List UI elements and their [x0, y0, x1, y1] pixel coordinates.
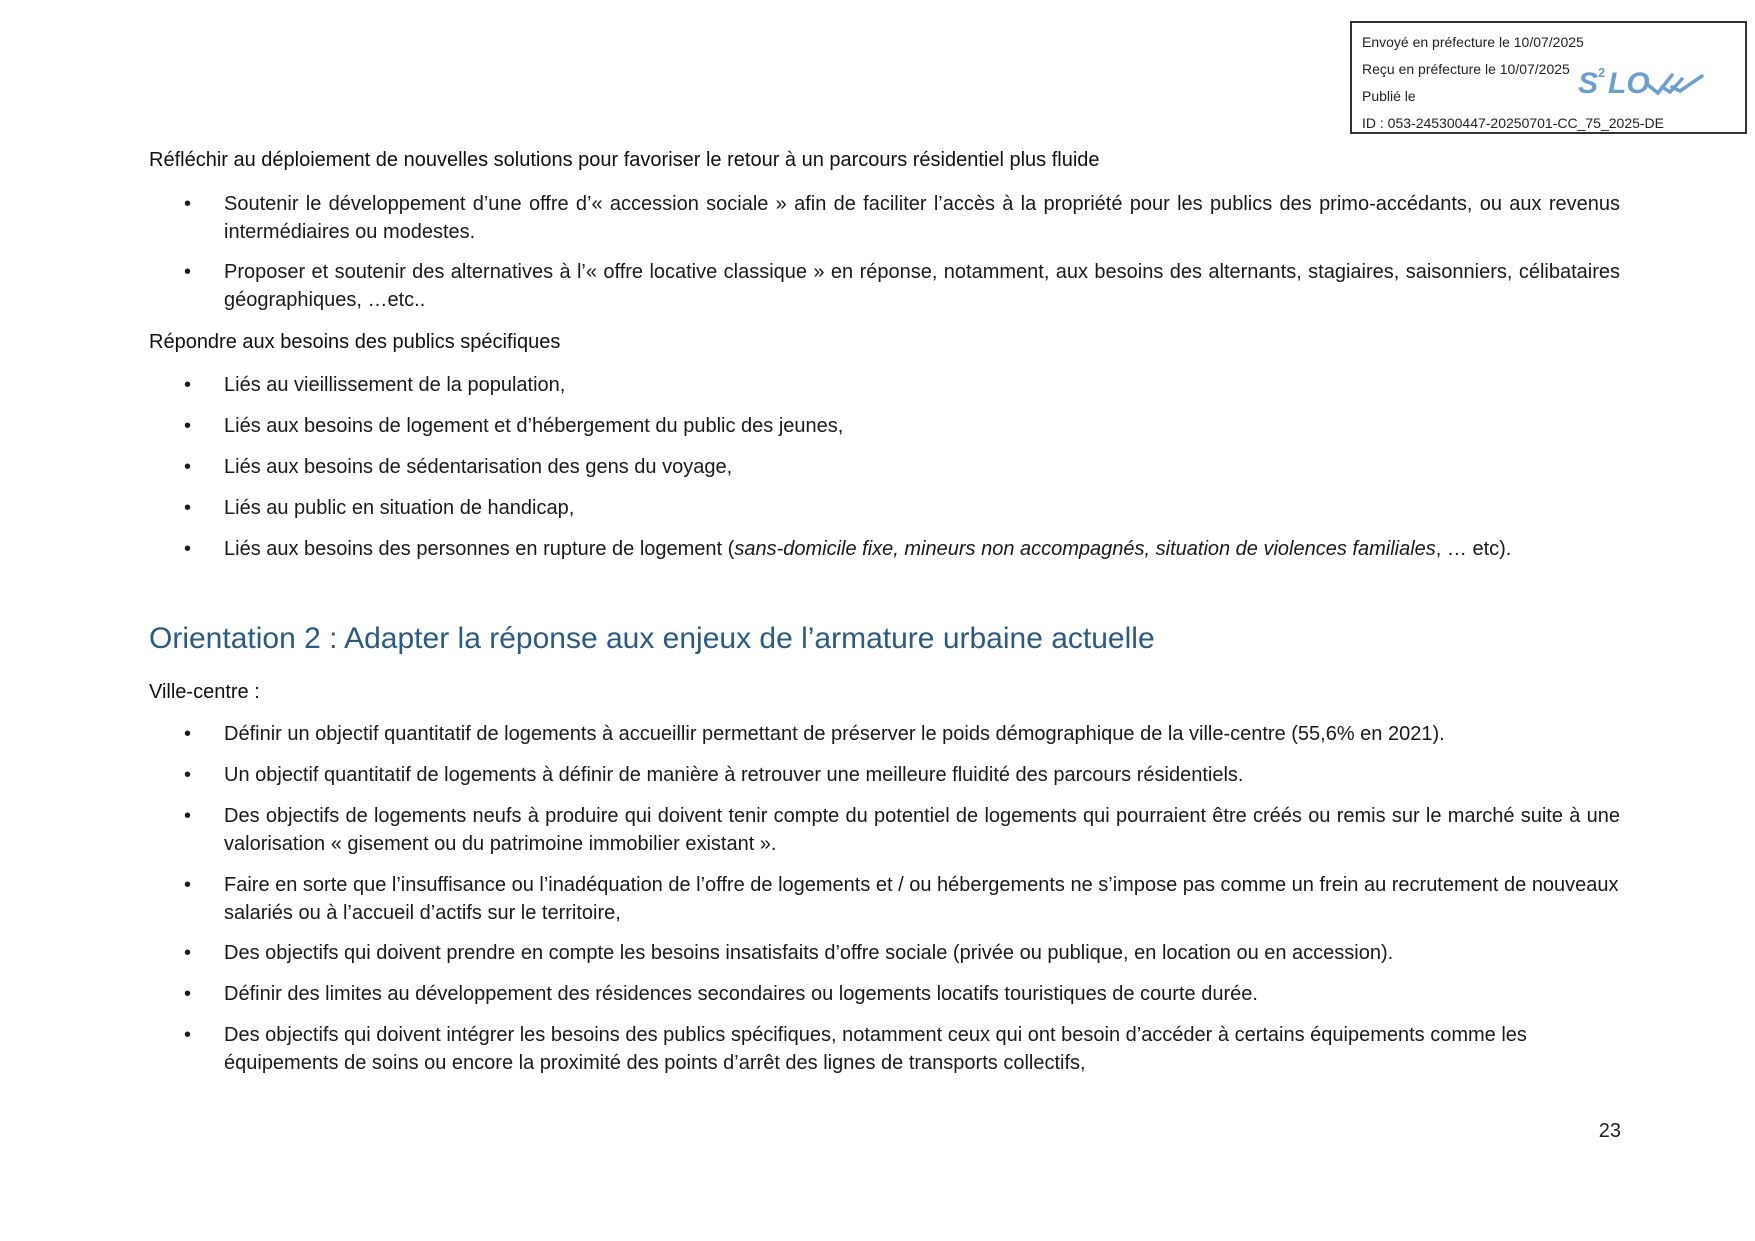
bullet-icon: • [184, 874, 192, 896]
prefecture-stamp [1350, 21, 1747, 134]
list-item: • Liés aux besoins de sédentarisation des gens du voyage, [149, 453, 1620, 481]
list-item: • Des objectifs de logements neufs à produire qui doivent tenir compte du potentiel de logements qui pourraient être créés ou remis sur le marché suite à une valorisation « gisement ou du patrimoine immobilier existant ». [149, 802, 1620, 858]
bullet-icon: • [184, 983, 192, 1005]
list-item: • Liés au vieillissement de la population, [149, 371, 1620, 399]
list-item: • Des objectifs qui doivent intégrer les besoins des publics spécifiques, notamment ceux qui ont besoin d’accéder à certains équipements comme les équipements de soins ou encore la proximité des points d’arrêt des lignes de transports collectifs, [149, 1021, 1620, 1077]
section2-title: Répondre aux besoins des publics spécifiques [149, 331, 561, 353]
bullet-icon: • [184, 374, 192, 396]
stamp-sent: Envoyé en préfecture le 10/07/2025 [1362, 34, 1584, 50]
list-item: • Liés aux besoins des personnes en rupture de logement (sans-domicile fixe, mineurs non accompagnés, situation de violences familiales, … etc). [149, 535, 1620, 563]
bullet-icon: • [184, 456, 192, 478]
bullet-icon: • [184, 261, 192, 283]
list-item: • Faire en sorte que l’insuffisance ou l’inadéquation de l’offre de logements et / ou hébergements ne s’impose pas comme un frein au recrutement de nouveaux salariés ou à l’accueil d’actifs sur le territoire, [149, 871, 1620, 927]
list-item: • Liés au public en situation de handicap, [149, 494, 1620, 522]
bullet-icon: • [184, 497, 192, 519]
section1-title: Réfléchir au déploiement de nouvelles solutions pour favoriser le retour à un parcours résidentiel plus fluide [149, 149, 1100, 171]
stamp-id: ID : 053-245300447-20250701-CC_75_2025-DE [1362, 115, 1664, 131]
bullet-icon: • [184, 1024, 192, 1046]
list-item: • Définir un objectif quantitatif de logements à accueillir permettant de préserver le poids démographique de la ville-centre (55,6% en 2021). [149, 720, 1620, 748]
list-item: • Liés aux besoins de logement et d’hébergement du public des jeunes, [149, 412, 1620, 440]
list-item: • Proposer et soutenir des alternatives à l’« offre locative classique » en réponse, notamment, aux besoins des alternants, stagiaires, saisonniers, célibataires géographiques, …etc.. [149, 258, 1620, 314]
list-item: • Un objectif quantitatif de logements à définir de manière à retrouver une meilleure fluidité des parcours résidentiels. [149, 761, 1620, 789]
stamp-published: Publié le [1362, 88, 1416, 104]
bullet-icon: • [184, 942, 192, 964]
list-item: • Soutenir le développement d’une offre d’« accession sociale » afin de faciliter l’accès à la propriété pour les publics des primo-accédants, ou aux revenus intermédiaires ou modestes. [149, 190, 1620, 246]
bullet-icon: • [184, 193, 192, 215]
bullet-icon: • [184, 538, 192, 560]
s2lo-logo-icon [1576, 63, 1706, 99]
list-item: • Définir des limites au développement des résidences secondaires ou logements locatifs touristiques de courte durée. [149, 980, 1620, 1008]
bullet-icon: • [184, 723, 192, 745]
bullet-icon: • [184, 415, 192, 437]
svg-text:LO: LO [1608, 67, 1650, 99]
bullet-icon: • [184, 764, 192, 786]
list-item: • Des objectifs qui doivent prendre en compte les besoins insatisfaits d’offre sociale (privée ou publique, en location ou en accession). [149, 939, 1620, 967]
section3-title: Ville-centre : [149, 681, 260, 703]
bullet-icon: • [184, 805, 192, 827]
stamp-received: Reçu en préfecture le 10/07/2025 [1362, 61, 1570, 77]
page-number: 23 [1598, 1120, 1621, 1142]
svg-text:2: 2 [1598, 65, 1606, 80]
svg-text:S: S [1578, 67, 1599, 99]
orientation-heading: Orientation 2 : Adapter la réponse aux enjeux de l’armature urbaine actuelle [149, 622, 1155, 655]
